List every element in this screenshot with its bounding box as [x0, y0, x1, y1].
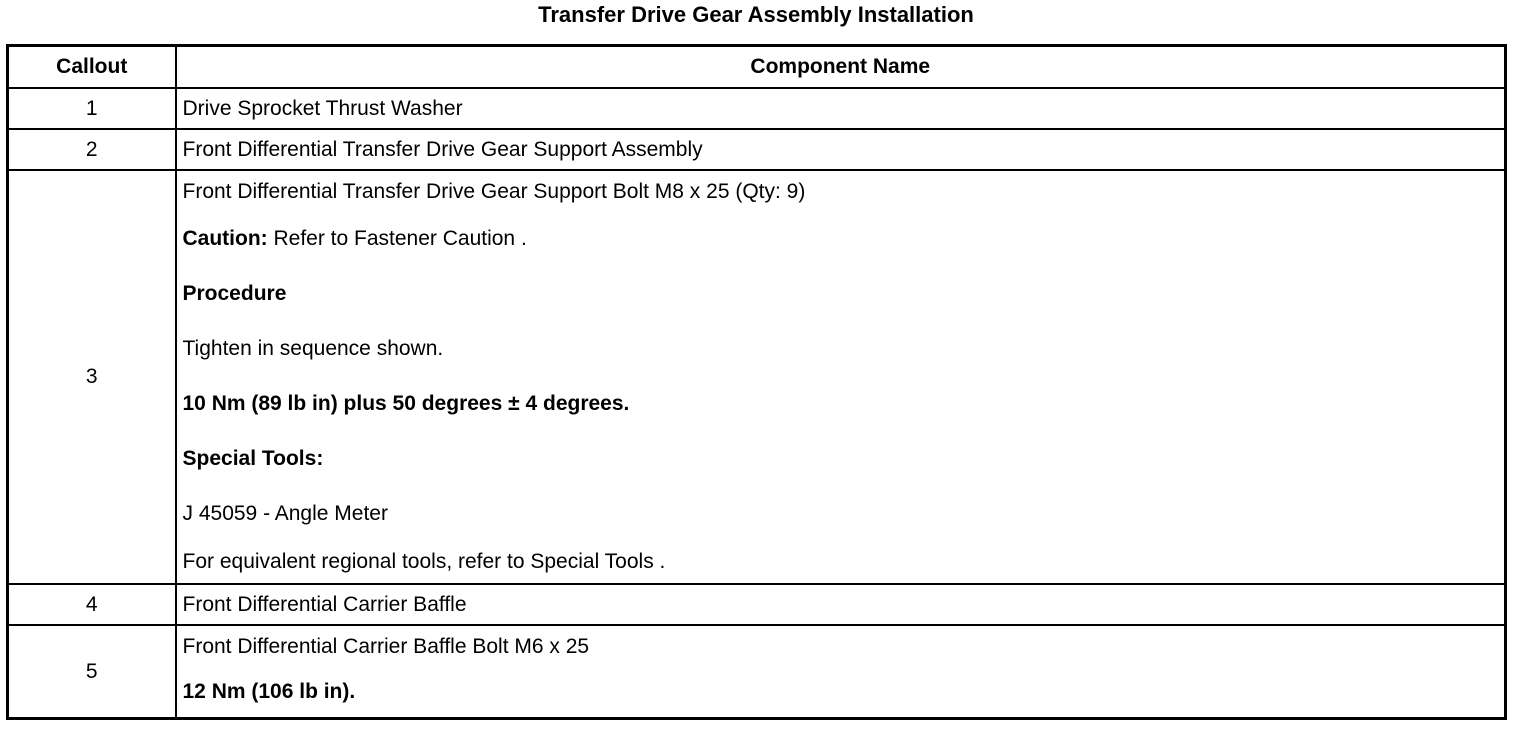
caution-line [183, 212, 1505, 267]
callout-cell: 3 [8, 170, 176, 584]
special-tools-label: Special Tools: [182, 447, 324, 470]
callout-cell: 2 [8, 129, 176, 170]
caution-label: Caution: [182, 227, 268, 251]
component-detail-cell [176, 625, 1506, 719]
table-header-row [8, 46, 1506, 89]
component-name: Front Differential Carrier Baffle Bolt M6 x 25 [182, 634, 590, 658]
table-row [8, 584, 1506, 625]
component-table [6, 44, 1507, 720]
table-row [8, 129, 1506, 170]
callout-cell: 1 [8, 88, 176, 129]
header-component-name: Component Name [176, 46, 1506, 89]
procedure-label: Procedure [182, 282, 287, 306]
caution-text: Refer to Fastener Caution . [267, 227, 527, 251]
header-callout: Callout [8, 46, 176, 89]
component-name-cell: Front Differential Carrier Baffle [176, 584, 1506, 625]
special-tool: J 45059 - Angle Meter [182, 501, 388, 525]
regional-tools-note: For equivalent regional tools, refer to Special Tools . [182, 550, 666, 574]
procedure-step: Tighten in sequence shown. [182, 337, 444, 361]
table-row [8, 88, 1506, 129]
torque-spec: 10 Nm (89 lb in) plus 50 degrees ± 4 degrees. [182, 392, 630, 416]
component-detail-cell [176, 170, 1506, 584]
page-title: Transfer Drive Gear Assembly Installation [538, 2, 974, 27]
table-row [8, 625, 1506, 719]
callout-cell: 5 [8, 625, 176, 719]
component-name: Front Differential Transfer Drive Gear Support Bolt M8 x 25 (Qty: 9) [182, 179, 806, 203]
callout-cell: 4 [8, 584, 176, 625]
component-name-cell: Front Differential Transfer Drive Gear Support Assembly [176, 129, 1506, 170]
component-name-cell: Drive Sprocket Thrust Washer [176, 88, 1506, 129]
table-row [8, 170, 1506, 584]
torque-spec: 12 Nm (106 lb in). [182, 680, 356, 704]
